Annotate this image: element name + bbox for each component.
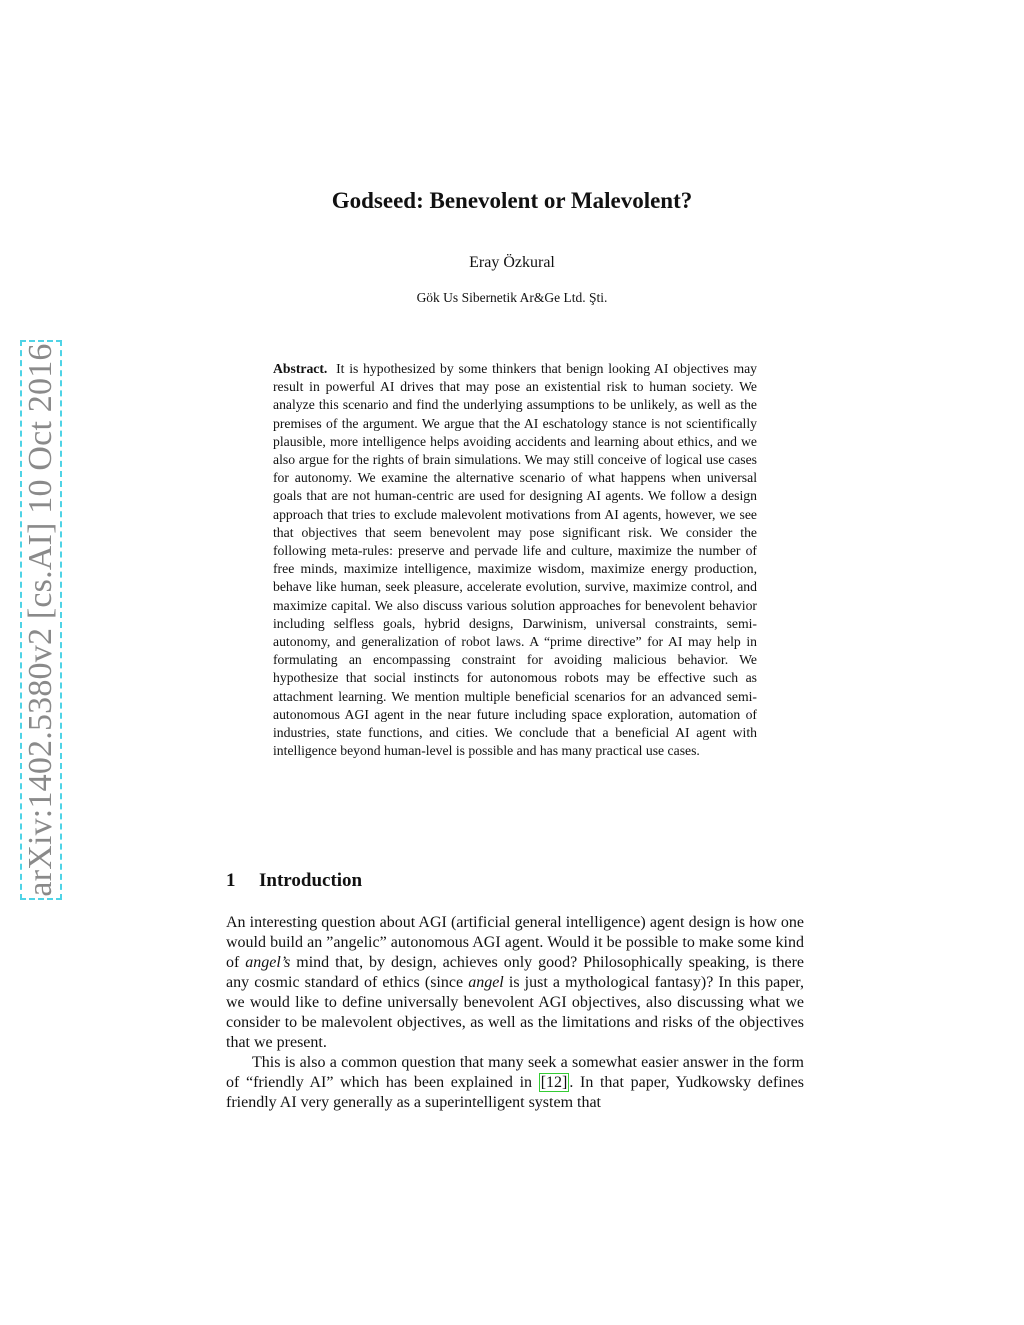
abstract-text: It is hypothesized by some thinkers that benign looking AI objectives may result in powerful AI drives that may pose an existential risk to human society. We analyze this scenario and find the underlying assumptions to be unlikely, as well as the premises of the argument. We argue that the AI eschatology stance is not scientifically plausible, more intelligence helps avoiding accidents and learning about ethics, and we also argue for the rights of brain simulations. We may still conceive of logical use cases for autonomy. We examine the alternative scenario of what happens when universal goals that are not human-centric are used for designing AI agents. We follow a design approach that tries to exclude malevolent motivations from AI agents, however, we see that objectives that seem benevolent may pose significant risk. We consider the following meta-rules: preserve and pervade life and culture, maximize the number of free minds, maximize intelligence, maximize wisdom, maximize energy production, behave like human, seek pleasure, accelerate evolution, survive, maximize control, and maximize capital. We also discuss various solution approaches for benevolent behavior including selfless goals, hybrid designs, Darwinism, universal constraints, semi-autonomy, and generalization of robot laws. A “prime directive” for AI may help in formulating an encompassing constraint for avoiding malicious behavior. We hypothesize that social instincts for autonomous robots may be effective such as attachment learning. We mention multiple beneficial scenarios for an advanced semi-autonomous AGI agent in the near future including space exploration, automation of industries, state functions, and cities. We conclude that a beneficial AI agent with intelligence beyond human-level is possible and has many practical use cases. xyxy=(273,361,758,759)
section-number: 1 xyxy=(226,870,236,891)
section-heading-introduction xyxy=(226,870,362,892)
arxiv-identifier[interactable]: arXiv:1402.5380v2 [cs.AI] 10 Oct 2016 xyxy=(22,343,59,897)
intro-p1-text-e: is just a mythological fantasy)? In this paper, we would like to define universally benevolent AGI objectives, also discussing what we consider to be malevolent objectives, as well as the limitations and risks of the objectives that we present. xyxy=(226,974,804,1051)
intro-paragraph-2 xyxy=(226,1053,804,1113)
intro-p1-emphasis-angel: angel xyxy=(468,974,504,991)
abstract-label: Abstract. xyxy=(273,361,328,376)
paper-affiliation: Gök Us Sibernetik Ar&Ge Ltd. Şti. xyxy=(416,290,608,305)
citation-link[interactable]: [12] xyxy=(540,1074,568,1091)
introduction-body xyxy=(226,913,804,1113)
intro-p1-text-a: An interesting question about AGI (artificial general intelligence) agent design is how one would build an ”angelic” autonomous AGI agent. Would it be possible to make some kind of xyxy=(226,914,804,971)
intro-paragraph-1 xyxy=(226,913,804,1053)
intro-p2-text-a: This is also a common question that many seek a somewhat easier answer in the form of “friendly AI” which has been explained in xyxy=(226,1054,804,1091)
paper-author: Eray Özkural xyxy=(469,254,555,271)
intro-p1-text-c: mind that, by design, achieves only good? Philosophically speaking, is there any cosmic standard of ethics (since xyxy=(226,954,805,991)
section-title: Introduction xyxy=(259,870,363,891)
paper-title: Godseed: Benevolent or Malevolent? xyxy=(331,188,693,213)
arxiv-sidebar-stamp[interactable] xyxy=(20,340,62,900)
intro-p1-emphasis-angels: angel’s xyxy=(245,954,291,971)
abstract-block xyxy=(273,360,757,760)
intro-p2-text-b: . In that paper, Yudkowsky defines friendly AI very generally as a superintelligent system that xyxy=(226,1074,804,1111)
